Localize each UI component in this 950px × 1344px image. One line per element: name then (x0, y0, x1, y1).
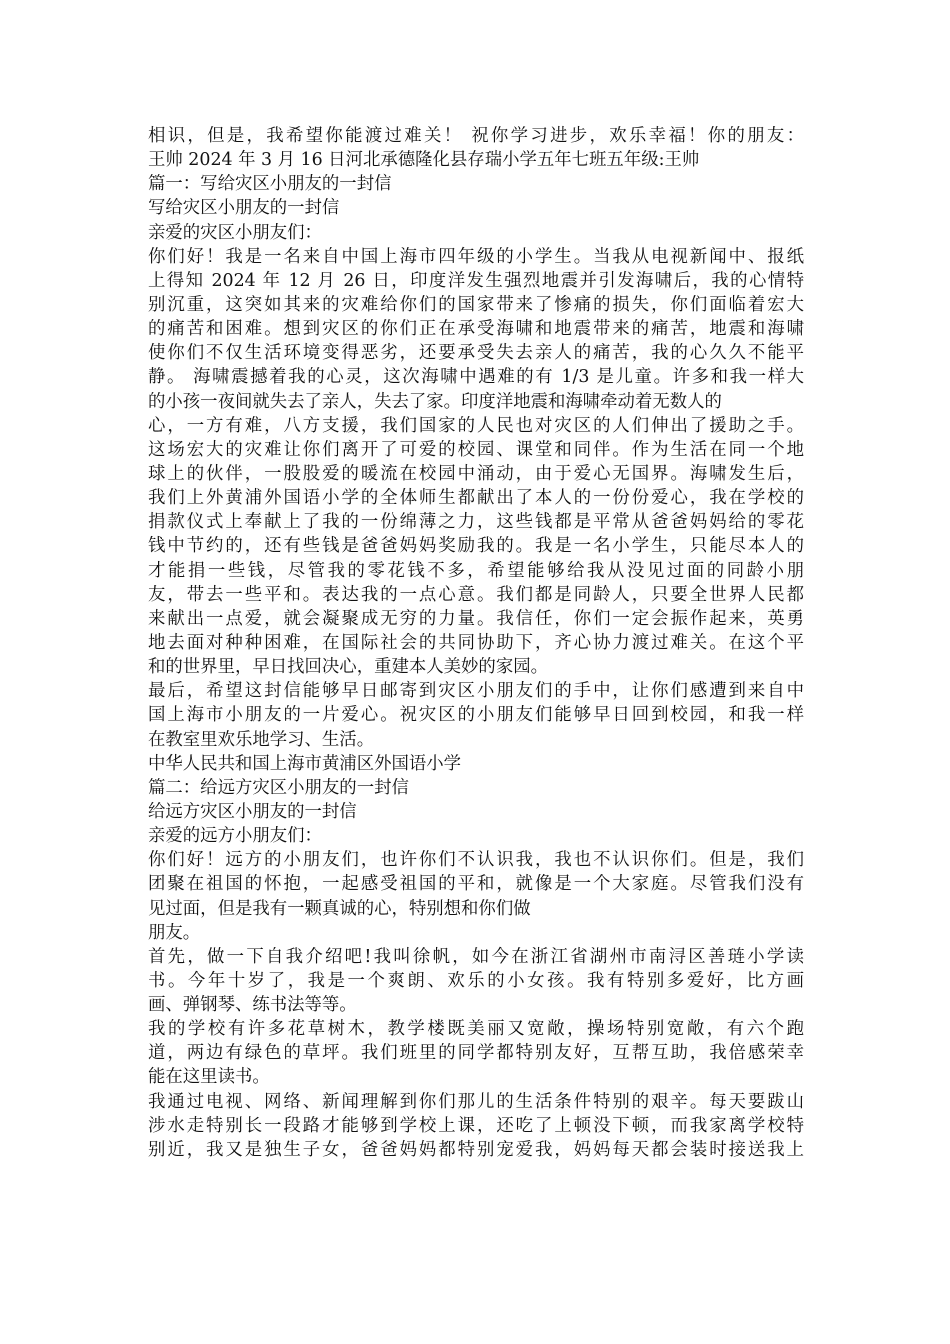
text-line: 静。 海啸震撼着我的心灵，这次海啸中遇难的有 1/3 是儿童。许多和我一样大 (148, 367, 804, 388)
text-line: 你们好！远方的小朋友们，也许你们不认识我，我也不认识你们。但是，我们 (148, 850, 804, 871)
text-line: 能在这里读书。 (148, 1067, 270, 1088)
text-line: 你们好！我是一名来自中国上海市四年级的小学生。当我从电视新闻中、报纸 (148, 246, 804, 267)
text-line: 团聚在祖国的怀抱，一起感受祖国的平和，就像是一个大家庭。尽管我们没有 (148, 874, 804, 895)
text-line: 朋友。 (148, 922, 201, 943)
text-line: 给远方灾区小朋友的一封信 (148, 801, 357, 822)
text-line: 的小孩一夜间就失去了亲人，失去了家。印度洋地震和海啸牵动着无数人的 (148, 391, 722, 412)
text-line: 亲爱的灾区小朋友们： (148, 222, 322, 243)
text-line: 这场宏大的灾难让你们离开了可爱的校园、课堂和同伴。作为生活在同一个地 (148, 439, 804, 460)
text-line: 中华人民共和国上海市黄浦区外国语小学 (148, 753, 462, 774)
text-line: 首先，做一下自我介绍吧!我叫徐帆，如今在浙江省湖州市南浔区善琏小学读 (148, 946, 804, 967)
text-line: 相识，但是，我希望你能渡过难关！ 祝你学习进步，欢乐幸福！你的朋友： (148, 126, 804, 146)
text-line: 在教室里欢乐地学习、生活。 (148, 729, 375, 750)
text-line: 书。今年十岁了，我是一个爽朗、欢乐的小女孩。我有特别多爱好，比方画 (148, 970, 804, 991)
text-line: 钱中节约的，还有些钱是爸爸妈妈奖励我的。我是一名小学生，只能尽本人的 (148, 536, 804, 557)
text-line: 才能捐一些钱，尽管我的零花钱不多，希望能够给我从没见过面的同龄小朋 (148, 560, 804, 581)
text-line: 球上的伙伴，一股股爱的暖流在校园中涌动，由于爱心无国界。海啸发生后， (148, 463, 804, 484)
text-line: 见过面，但是我有一颗真诚的心，特别想和你们做 (148, 898, 531, 919)
text-line: 篇一：写给灾区小朋友的一封信 (148, 174, 392, 195)
text-line: 道，两边有绿色的草坪。我们班里的同学都特别友好，互帮互助，我倍感荣幸 (148, 1043, 804, 1064)
text-line: 篇二：给远方灾区小朋友的一封信 (148, 777, 409, 798)
text-line: 和的世界里，早日找回决心，重建本人美妙的家园。 (148, 657, 548, 678)
text-line: 来献出一点爱，就会凝聚成无穷的力量。我信任，你们一定会振作起来，英勇 (148, 608, 804, 629)
text-line: 国上海市小朋友的一片爱心。祝灾区的小朋友们能够早日回到校园，和我一样 (148, 705, 804, 726)
text-line: 亲爱的远方小朋友们： (148, 826, 322, 847)
text-line: 心，一方有难，八方支援，我们国家的人民也对灾区的人们伸出了援助之手。 (148, 415, 804, 436)
text-line: 我通过电视、网络、新闻理解到你们那儿的生活条件特别的艰辛。每天要跋山 (148, 1091, 804, 1112)
text-line: 王帅 2024 年 3 月 16 日河北承德隆化县存瑞小学五年七班五年级:王帅 (148, 150, 700, 171)
text-line: 友，带去一些平和。表达我的一点心意。我们都是同龄人，只要全世界人民都 (148, 584, 804, 605)
text-line: 上得知 2024 年 12 月 26 日，印度洋发生强烈地震并引发海啸后，我的心情特 (148, 270, 804, 291)
text-line: 最后，希望这封信能够早日邮寄到灾区小朋友们的手中，让你们感遭到来自中 (148, 681, 804, 702)
text-line: 我的学校有许多花草树木，教学楼既美丽又宽敞，操场特别宽敞，有六个跑 (148, 1019, 804, 1040)
text-line: 捐款仪式上奉献上了我的一份绵薄之力，这些钱都是平常从爸爸妈妈给的零花 (148, 512, 804, 533)
text-line: 别近，我又是独生子女，爸爸妈妈都特别宠爱我，妈妈每天都会装时接送我上 (148, 1139, 804, 1160)
text-line: 写给灾区小朋友的一封信 (148, 198, 340, 219)
text-line: 涉水走特别长一段路才能够到学校上课，还吃了上顿没下顿，而我家离学校特 (148, 1115, 804, 1136)
document-body (148, 124, 804, 1162)
text-line: 别沉重，这突如其来的灾难给你们的国家带来了惨痛的损失，你们面临着宏大 (148, 294, 804, 315)
text-line: 地去面对种种困难，在国际社会的共同协助下，齐心协力渡过难关。在这个平 (148, 632, 804, 653)
text-line: 我们上外黄浦外国语小学的全体师生都献出了本人的一份份爱心，我在学校的 (148, 488, 804, 509)
text-line: 画、弹钢琴、练书法等等。 (148, 995, 357, 1016)
text-line: 使你们不仅生活环境变得恶劣，还要承受失去亲人的痛苦，我的心久久不能平 (148, 343, 804, 364)
text-line: 的痛苦和困难。想到灾区的你们正在承受海啸和地震带来的痛苦，地震和海啸 (148, 319, 804, 340)
